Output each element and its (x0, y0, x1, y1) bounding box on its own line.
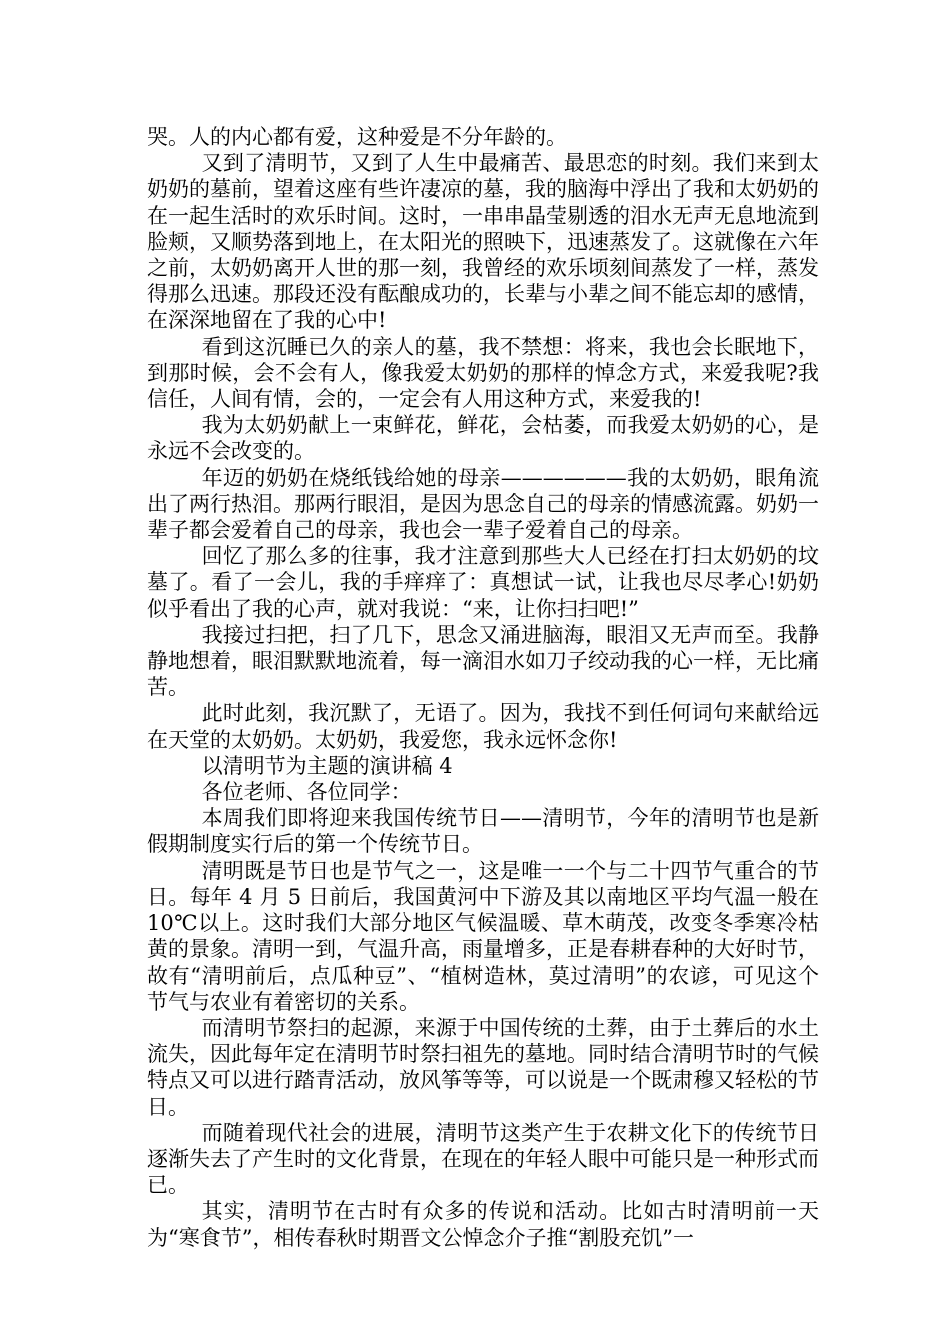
paragraph: 而清明节祭扫的起源，来源于中国传统的土葬，由于土葬后的水土流失，因此每年定在清明节时祭扫祖先的墓地。同时结合清明节时的气候特点又可以进行踏青活动，放风筝等等，可以说是一个既肃穆又轻松的节日。 (147, 1015, 819, 1119)
paragraph: 本周我们即将迎来我国传统节日——清明节，今年的清明节也是新假期制度实行后的第一个传统节日。 (147, 806, 819, 857)
paragraph: 此时此刻，我沉默了，无语了。因为，我找不到任何词句来献给远在天堂的太奶奶。太奶奶，我爱您，我永远怀念你! (147, 701, 819, 752)
paragraph: 哭。人的内心都有爱，这种爱是不分年龄的。 (147, 125, 567, 149)
paragraph: 我为太奶奶献上一束鲜花，鲜花，会枯萎，而我爱太奶奶的心，是永远不会改变的。 (147, 413, 819, 464)
document-page (147, 124, 819, 1251)
paragraph: 其实，清明节在古时有众多的传说和活动。比如古时清明前一天为“寒食节”，相传春秋时期晋文公悼念介子推“割股充饥”一 (147, 1199, 819, 1250)
paragraph: 清明既是节日也是节气之一，这是唯一一个与二十四节气重合的节日。每年 4 月 5 日前后，我国黄河中下游及其以南地区平均气温一般在 10℃以上。这时我们大部分地区气候温暖、草木萌茂，改变冬季寒冷枯黄的景象。清明一到，气温升高，雨量增多，正是春耕春种的大好时节，故有“清明前后，点瓜种豆”、“植树造林，莫过清明”的农谚，可见这个节气与农业有着密切的关系。 (147, 858, 819, 1014)
paragraph: 年迈的奶奶在烧纸钱给她的母亲——————我的太奶奶，眼角流出了两行热泪。那两行眼泪，是因为思念自己的母亲的情感流露。奶奶一辈子都会爱着自己的母亲，我也会一辈子爱着自己的母亲。 (147, 465, 819, 543)
paragraph: 我接过扫把，扫了几下，思念又涌进脑海，眼泪又无声而至。我静静地想着，眼泪默默地流着，每一滴泪水如刀子绞动我的心一样，无比痛苦。 (147, 622, 819, 700)
paragraph: 看到这沉睡已久的亲人的墓，我不禁想：将来，我也会长眠地下，到那时候，会不会有人，像我爱太奶奶的那样的悼念方式，来爱我呢?我信任，人间有情，会的，一定会有人用这种方式，来爱我的! (147, 334, 819, 412)
paragraph: 各位老师、各位同学： (201, 780, 412, 805)
paragraph: 而随着现代社会的进展，清明节这类产生于农耕文化下的传统节日逐渐失去了产生时的文化背景，在现在的年轻人眼中可能只是一种形式而已。 (147, 1120, 819, 1198)
paragraph: 回忆了那么多的往事，我才注意到那些大人已经在打扫太奶奶的坟墓了。看了一会儿，我的手痒痒了：真想试一试，让我也尽尽孝心!奶奶似乎看出了我的心声，就对我说：“来，让你扫扫吧!” (147, 544, 819, 621)
paragraph: 又到了清明节，又到了人生中最痛苦、最思恋的时刻。我们来到太奶奶的墓前，望着这座有些许凄凉的墓，我的脑海中浮出了我和太奶奶的在一起生活时的欢乐时间。这时，一串串晶莹剔透的泪水无声无息地流到脸颊，又顺势落到地上，在太阳光的照映下，迅速蒸发了。这就像在六年之前，太奶奶离开人世的那一刻，我曾经的欢乐顷刻间蒸发了一样，蒸发得那么迅速。那段还没有酝酿成功的，长辈与小辈之间不能忘却的感情，在深深地留在了我的心中! (147, 151, 819, 333)
paragraph: 以清明节为主题的演讲稿 4 (201, 753, 453, 778)
